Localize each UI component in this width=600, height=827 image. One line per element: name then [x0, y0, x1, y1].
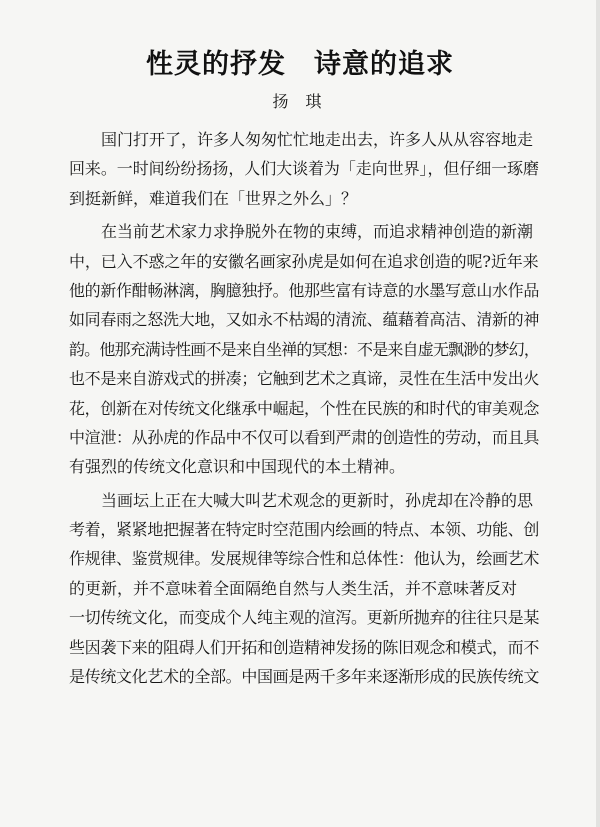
paragraph-2-line-8: 中渲泄：从孙虎的作品中不仅可以看到严肃的创造性的劳动，而且具: [69, 427, 540, 447]
paragraph-3-line-7: 是传统文化艺术的全部。中国画是两千多年来逐渐形成的民族传统文: [69, 667, 540, 687]
paragraph-3-line-6: 些因袭下来的阻碍人们开拓和创造精神发扬的陈旧观念和模式，而不: [69, 637, 540, 657]
paragraph-2-line-6: 也不是来自游戏式的拼凑；它触到艺术之真谛，灵性在生活中发出火: [69, 369, 540, 389]
paragraph-2-line-9: 有强烈的传统文化意识和中国现代的本土精神。: [69, 457, 406, 477]
article-title: 性灵的抒发 诗意的追求: [146, 49, 454, 80]
paragraph-2-line-5: 韵。他那充满诗性画不是来自坐禅的冥想：不是来自虚无飘渺的梦幻，: [69, 339, 539, 359]
paragraph-1-line-2: 回来。一时间纷纷扬扬，人们大谈着为「走向世界」，但仔细一琢磨: [69, 159, 539, 179]
paragraph-2-line-2: 中，已入不惑之年的安徽名画家孙虎是如何在追求创造的呢?近年来: [69, 251, 539, 271]
paragraph-1-line-3: 到挺新鲜，难道我们在「世界之外么」？: [69, 188, 358, 208]
paragraph-1-line-1: 国门打开了，许多人匆匆忙忙地走出去，许多人从从容容地走: [101, 130, 534, 149]
scan-edge: [596, 0, 600, 827]
paragraph-2-line-1: 在当前艺术家力求挣脱外在物的束缚，而追求精神创造的新潮: [101, 222, 534, 242]
article-author: 扬 琪: [272, 92, 328, 111]
paragraph-3-line-1: 当画坛上正在大喊大叫艺术观念的更新时，孙虎却在冷静的思: [101, 490, 534, 510]
paragraph-3-line-2: 考着，紧紧地把握著在特定时空范围内绘画的特点、本领、功能、创: [69, 520, 540, 540]
paragraph-3-line-5: 一切传统文化，而变成个人纯主观的渲泻。更新所抛弃的往往只是某: [69, 608, 540, 628]
paragraph-2-line-3: 他的新作酣畅淋漓，胸臆独抒。他那些富有诗意的水墨写意山水作品: [69, 280, 540, 300]
paragraph-3-line-4: 的更新，并不意味着全面隔绝自然与人类生活，并不意味著反对: [69, 578, 518, 598]
paragraph-2-line-4: 如同春雨之怒洗大地，又如永不枯竭的清流、蕴藉着高洁、清新的神: [69, 310, 540, 330]
paragraph-3-line-3: 作规律、鉴赏规律。发展规律等综合性和总体性：他认为，绘画艺术: [69, 549, 540, 569]
paragraph-2-line-7: 花，创新在对传统文化继承中崛起，个性在民族的和时代的审美观念: [69, 398, 540, 418]
article-body: [69, 125, 539, 691]
